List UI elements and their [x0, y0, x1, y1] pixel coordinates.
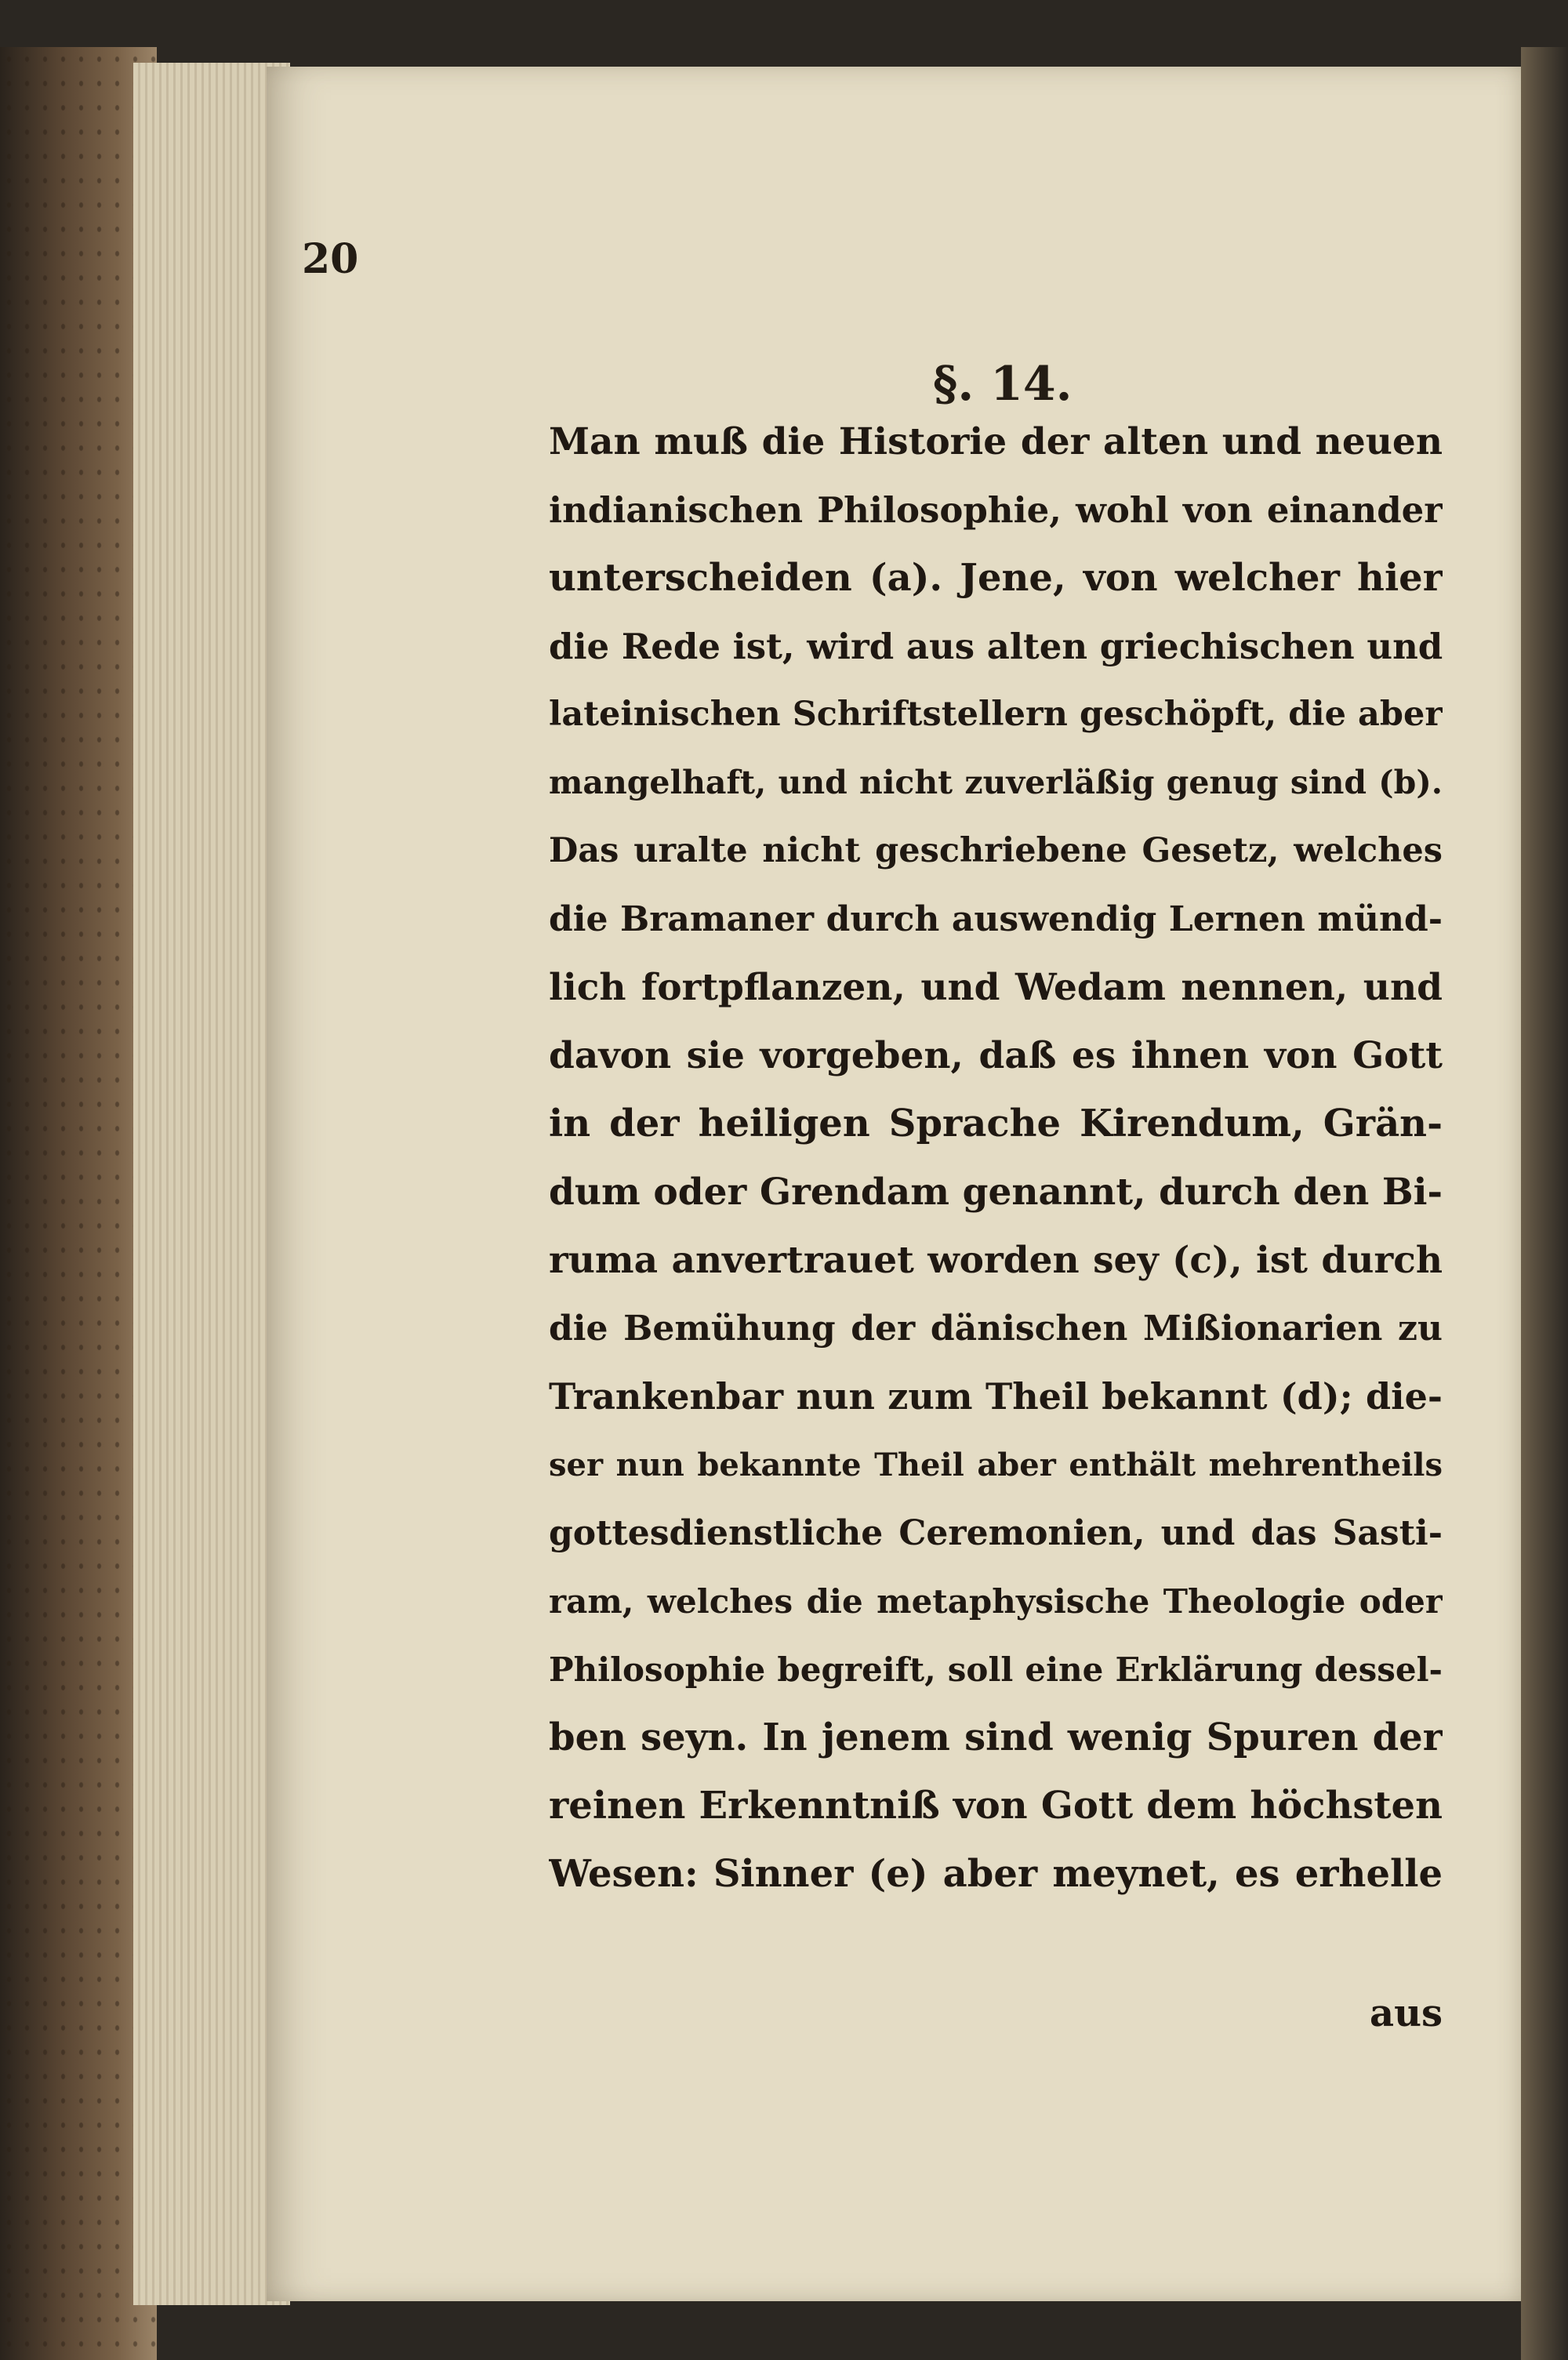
text-line: die Bramaner durch auswendig Lernen münd-	[549, 899, 1443, 939]
text-line: mangelhaft, und nicht zuverläßig genug sind (b).	[549, 764, 1443, 801]
text-line: Das uralte nicht geschriebene Gesetz, welches	[549, 831, 1443, 870]
section-heading: §. 14.	[933, 357, 1073, 412]
text-line: ser nun bekannte Theil aber enthält mehrentheils	[549, 1447, 1443, 1483]
page-number: 20	[302, 235, 359, 283]
text-line: gottesdienstliche Ceremonien, und das Sasti-	[549, 1513, 1443, 1553]
text-line: Man muß die Historie der alten und neuen	[549, 420, 1443, 463]
catchword: aus	[1369, 1991, 1443, 2035]
book-right-edge	[1521, 47, 1568, 2360]
text-line: Wesen: Sinner (e) aber meynet, es erhelle	[549, 1852, 1443, 1896]
text-line: die Bemühung der dänischen Mißionarien zu	[549, 1309, 1443, 1349]
text-line: Trankenbar nun zum Theil bekannt (d); die-	[549, 1375, 1443, 1418]
text-line: davon sie vorgeben, daß es ihnen von Gott	[549, 1034, 1443, 1077]
text-line: ram, welches die metaphysische Theologie oder	[549, 1582, 1443, 1621]
text-line: die Rede ist, wird aus alten griechischen und	[549, 626, 1443, 667]
text-line: Philosophie begreift, soll eine Erklärung dessel-	[549, 1650, 1443, 1689]
text-line: lich fortpflanzen, und Wedam nennen, und	[549, 966, 1443, 1009]
text-line: lateinischen Schriftstellern geschöpft, die aber	[549, 695, 1443, 734]
text-line: in der heiligen Sprache Kirendum, Grän-	[549, 1102, 1443, 1146]
body-text	[549, 408, 1443, 1908]
text-line: ruma anvertrauet worden sey (c), ist durch	[549, 1239, 1443, 1282]
text-line: dum oder Grendam genannt, durch den Bi-	[549, 1171, 1443, 1214]
text-line: indianischen Philosophie, wohl von einander	[549, 489, 1443, 531]
text-line: reinen Erkenntniß von Gott dem höchsten	[549, 1784, 1443, 1828]
text-line: ben seyn. In jenem sind wenig Spuren der	[549, 1716, 1443, 1759]
text-line: unterscheiden (a). Jene, von welcher hier	[549, 556, 1443, 600]
